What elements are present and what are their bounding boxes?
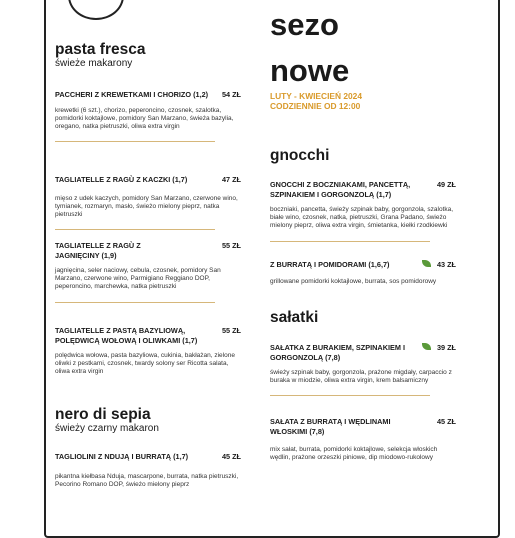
item-name: SAŁATA Z BURRATĄ I WĘDLINAMI WŁOSKIMI (7,8) — [270, 417, 391, 436]
dates-text: LUTY - KWIECIEŃ 2024 — [270, 91, 362, 101]
item-name: TAGLIATELLE Z PASTĄ BAZYLIOWĄ, POLĘDWICĄ WOŁOWĄ I OLIWKAMI (1,7) — [55, 326, 198, 345]
item-price: 39 ZŁ — [436, 343, 456, 352]
item-price: 49 ZŁ — [436, 180, 456, 189]
item-name: SAŁATKA Z BURAKIEM, SZPINAKIEM I GORGONZOLĄ (7,8) — [270, 343, 405, 362]
season-headline — [270, 8, 349, 88]
item-name: TAGLIATELLE Z RAGÙ Z JAGNIĘCINY (1,9) — [55, 241, 141, 260]
item-price: 54 ZŁ — [221, 90, 241, 99]
menu-item — [270, 417, 456, 462]
menu-item — [270, 260, 456, 286]
season-dates — [270, 91, 362, 111]
section-title-sepia: nero di sepia — [55, 406, 151, 423]
divider — [55, 229, 215, 230]
divider — [55, 302, 215, 303]
menu-item — [55, 175, 241, 230]
item-description: boczniaki, pancetta, świeży szpinak baby, gorgonzola, szalotka, białe wino, czosnek, natka, pietruszki, Grana Padano, świeżo mielony pieprz, oliwa extra virgin, śmietanka, kiełki rzodkiewki — [270, 206, 454, 230]
headline-line-2: nowe — [270, 53, 350, 88]
item-price: 45 ZŁ — [221, 452, 241, 461]
divider — [55, 141, 215, 142]
item-price: 43 ZŁ — [436, 260, 456, 269]
item-price: 45 ZŁ — [436, 417, 456, 426]
divider — [270, 241, 430, 242]
item-name: Z BURRATĄ I POMIDORAMI (1,6,7) — [270, 260, 390, 269]
hours-text: CODZIENNIE OD 12:00 — [270, 101, 361, 111]
item-price: 47 ZŁ — [221, 175, 241, 184]
section-subtitle-pasta: świeże makarony — [55, 58, 133, 69]
item-description: pikantna kiełbasa Nduja, mascarpone, burrata, natka pietruszki, Pecorino Romano DOP, świeżo mielony pieprz — [55, 472, 239, 488]
item-price: 55 ZŁ — [221, 326, 241, 335]
sepia-section — [55, 407, 159, 435]
pasta-section — [55, 42, 145, 70]
section-title-gnocchi: gnocchi — [270, 147, 330, 164]
menu-item — [55, 241, 241, 303]
item-description: świeży szpinak baby, gorgonzola, prażone migdały, carpaccio z buraka w miodzie, oliwa extra virgin, krem balsamiczny — [270, 369, 452, 385]
menu-item — [55, 326, 241, 377]
item-price: 55 ZŁ — [221, 241, 241, 250]
item-description: krewetki (6 szt.), chorizo, peperoncino, czosnek, szalotka, pomidorki koktajlowe, pomidory San Marzano, świeża bazylia, oregano, natka pietruszki, oliwa extra virgin — [55, 106, 234, 130]
section-subtitle-sepia: świeży czarny makaron — [55, 423, 159, 434]
item-description: mięso z udek kaczych, pomidory San Marzano, czerwone wino, tymianek, rozmaryn, masło, świeżo mielony pieprz, natka pietruszki — [55, 194, 238, 218]
headline-line-1: sezo — [270, 7, 339, 42]
item-description: jagnięcina, seler naciowy, cebula, czosnek, pomidory San Marzano, czerwone wino, Parmigiano Reggiano DOP, peperoncino, marchewka, natka pietruszki — [55, 267, 221, 291]
item-name: GNOCCHI Z BOCZNIAKAMI, PANCETTĄ, SZPINAKIEM I GORGONZOLĄ (1,7) — [270, 180, 411, 199]
section-title-pasta: pasta fresca — [55, 41, 146, 58]
section-title-salatki: sałatki — [270, 309, 319, 326]
divider — [270, 395, 430, 396]
menu-item — [55, 90, 241, 142]
menu-item — [270, 180, 456, 242]
item-name: PACCHERI Z KREWETKAMI I CHORIZO (1,2) — [55, 90, 209, 99]
item-name: TAGLIATELLE Z RAGÙ Z KACZKI (1,7) — [55, 175, 188, 184]
menu-item — [270, 343, 456, 396]
item-description: mix sałat, burrata, pomidorki koktajlowe, selekcja włoskich wędlin, prażone orzeszki piniowe, dip miodowo-rukolowy — [270, 446, 438, 462]
leaf-icon — [422, 260, 431, 267]
item-name: TAGLIOLINI Z NDUJĄ I BURRATĄ (1,7) — [55, 452, 189, 461]
item-description: polędwica wołowa, pasta bazyliowa, cukinia, bakłażan, zielone oliwki z pestkami, czosnek, twardy solony ser Ricotta salata, oliwa extra virgin — [55, 352, 235, 376]
menu-item — [55, 452, 241, 489]
leaf-icon — [422, 343, 431, 350]
item-description: grillowane pomidorki koktajlowe, burrata, sos pomidorowy — [270, 277, 437, 285]
